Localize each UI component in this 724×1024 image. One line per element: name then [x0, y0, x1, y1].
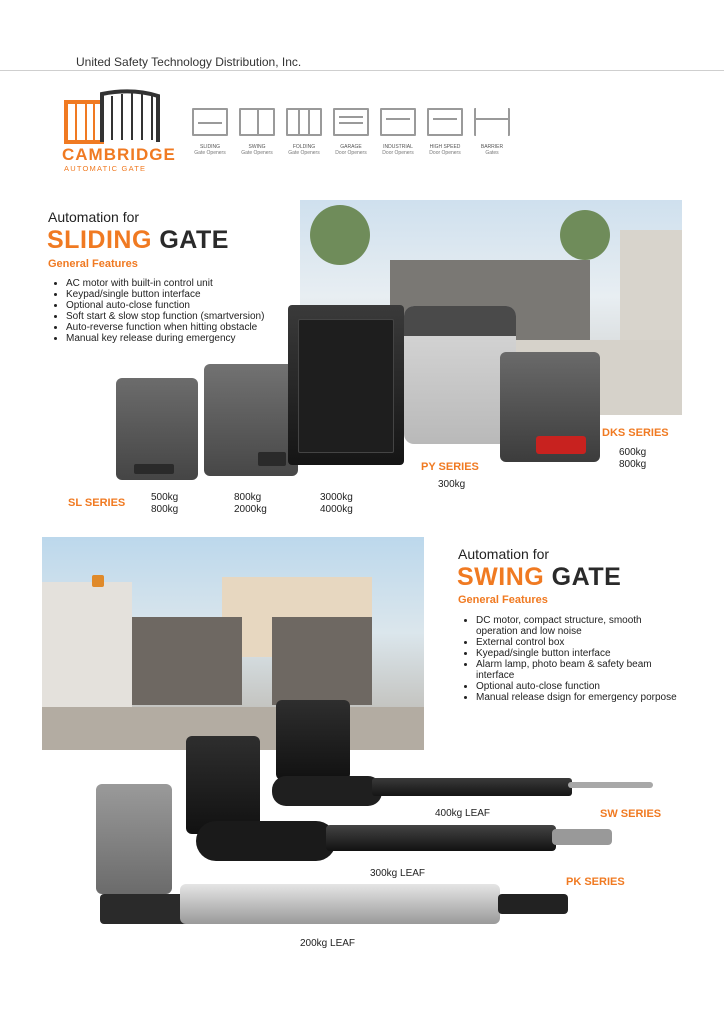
sliding-title-rest: GATE	[159, 226, 229, 254]
category-industrial: INDUSTRIAL Door Openers	[377, 108, 419, 156]
sl-opener-800	[204, 364, 298, 476]
sw-series-label: SW SERIES	[600, 808, 662, 820]
sl-weights-2: 800kg 2000kg	[234, 492, 267, 515]
swing-gate-photo	[42, 537, 424, 750]
list-item: • Auto-reverse function when hitting obstacle	[66, 322, 316, 333]
sliding-gate-icon	[192, 108, 228, 136]
category-sliding: SLIDING Gate Openers	[189, 108, 231, 156]
sliding-title	[47, 226, 229, 255]
list-item: • Manual release dsign for emergency porpose	[476, 692, 681, 703]
leaf-200-weight: 200kg LEAF	[300, 938, 356, 949]
list-item: • Manual key release during emergency	[66, 333, 316, 344]
leaf200-actuator	[30, 784, 570, 932]
dks-series-label: DKS SERIES	[602, 427, 669, 439]
category-barrier: BARRIER Gates	[471, 108, 513, 156]
list-item: • AC motor with built-in control unit	[66, 278, 316, 289]
logo-tagline: AUTOMATIC GATE	[64, 164, 147, 173]
sliding-features-list	[52, 278, 316, 344]
dks-opener	[500, 352, 600, 462]
company-name: United Safety Technology Distribution, Inc.	[76, 55, 302, 69]
high-speed-door-icon	[427, 108, 463, 136]
barrier-gate-icon	[474, 108, 510, 136]
list-item: • External control box	[476, 637, 681, 648]
garage-door-icon	[333, 108, 369, 136]
sl-weights-3: 3000kg 4000kg	[320, 492, 353, 515]
swing-title-accent: SWING	[457, 563, 545, 591]
swing-features-list	[462, 615, 681, 703]
sl-weights-1: 500kg 800kg	[151, 492, 179, 515]
sl-opener-3000	[288, 305, 404, 465]
category-swing: SWING Gate Openers	[236, 108, 278, 156]
category-garage: GARAGE Door Openers	[330, 108, 372, 156]
sl-series-label: SL SERIES	[68, 497, 126, 509]
swing-title	[457, 563, 621, 592]
dks-weights: 600kg 800kg	[619, 447, 647, 470]
list-item: • Optional auto-close function	[66, 300, 316, 311]
logo-brand-name: CAMBRIDGE	[62, 145, 176, 164]
sliding-pre-title: Automation for	[48, 209, 140, 225]
sw-leaf-weight: 400kg LEAF	[435, 808, 491, 819]
list-item: • Optional auto-close function	[476, 681, 681, 692]
list-item: • Alarm lamp, photo beam & safety beam interface	[476, 659, 681, 681]
swing-title-rest: GATE	[551, 563, 622, 591]
list-item: • Keypad/single button interface	[66, 289, 316, 300]
folding-gate-icon	[286, 108, 322, 136]
list-item: • Soft start & slow stop function (smartversion)	[66, 311, 316, 322]
swing-pre-title: Automation for	[458, 546, 550, 562]
pk-series-label: PK SERIES	[566, 876, 625, 888]
category-high-speed: HIGH SPEED Door Openers	[424, 108, 466, 156]
category-folding: FOLDING Gate Openers	[283, 108, 325, 156]
swing-gate-icon	[239, 108, 275, 136]
swing-features-heading: General Features	[458, 594, 548, 606]
sw-control-box	[276, 700, 350, 780]
cambridge-logo-icon	[62, 88, 162, 144]
header-divider	[0, 70, 724, 71]
industrial-door-icon	[380, 108, 416, 136]
sl-opener-500	[116, 378, 198, 480]
pk-leaf-weight: 300kg LEAF	[370, 868, 426, 879]
list-item: • Kyepad/single button interface	[476, 648, 681, 659]
list-item: • DC motor, compact structure, smooth operation and low noise	[476, 615, 681, 637]
sliding-features-heading: General Features	[48, 258, 138, 270]
py-series-label: PY SERIES	[421, 461, 479, 473]
py-weight: 300kg	[438, 479, 466, 490]
sliding-title-accent: SLIDING	[47, 226, 152, 254]
